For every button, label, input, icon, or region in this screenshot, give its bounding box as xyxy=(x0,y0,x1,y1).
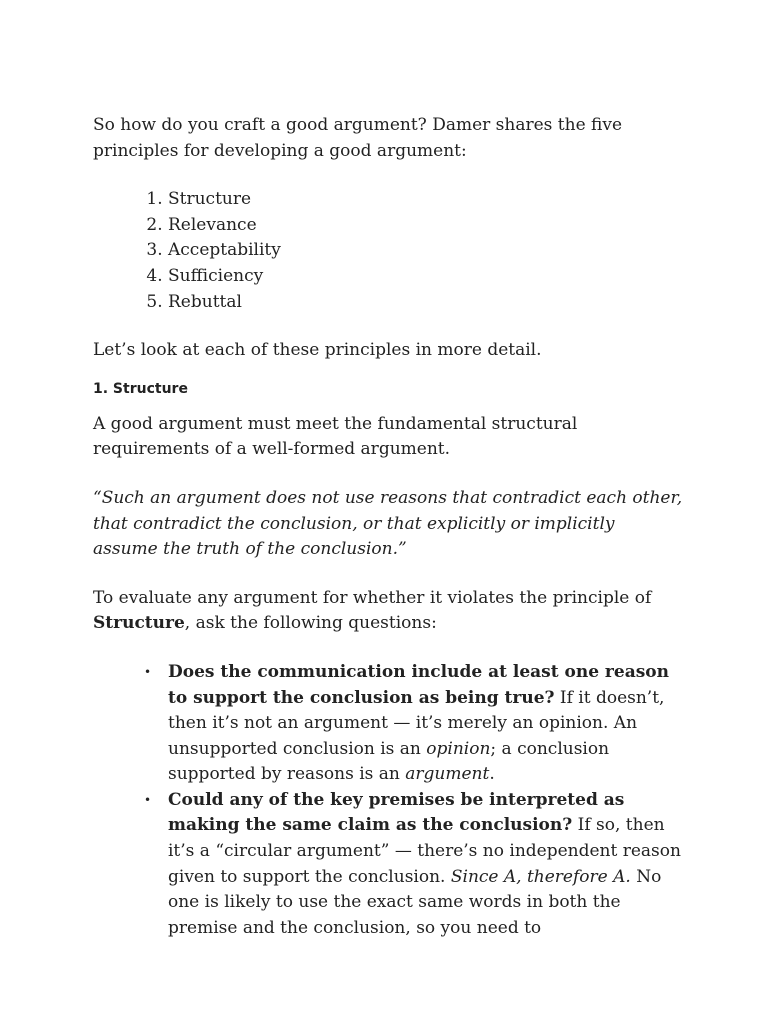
evaluate-suffix: , ask the following questions: xyxy=(184,613,437,634)
evaluate-paragraph xyxy=(93,586,683,637)
question-italic: opinion xyxy=(426,738,491,759)
questions-list xyxy=(93,660,683,942)
transition-paragraph: Let’s look at each of these principles in more detail. xyxy=(93,340,542,361)
question-bold: Does the communication include at least one reason to support the conclusion as being true? xyxy=(168,661,669,708)
evaluate-bold-term: Structure xyxy=(93,613,185,634)
section-heading-structure: 1. Structure xyxy=(93,380,188,397)
principle-item: 5. Rebuttal xyxy=(168,290,683,316)
article-body xyxy=(93,113,683,941)
question-item xyxy=(168,660,683,788)
principles-list xyxy=(93,187,683,315)
question-item xyxy=(168,788,683,942)
question-text: . xyxy=(489,764,495,785)
question-bold: Could any of the key premises be interpreted as making the same claim as the conclusion? xyxy=(168,789,625,836)
question-text: If it doesn’t, then it’s not an argument — it’s merely an opinion. An unsupported conclusion is an xyxy=(168,687,665,759)
intro-paragraph: So how do you craft a good argument? Damer shares the five principles for developing a good argument: xyxy=(93,115,623,161)
principle-item: 4. Sufficiency xyxy=(168,264,683,290)
evaluate-prefix: To evaluate any argument for whether it violates the principle of xyxy=(93,587,652,608)
principle-item: 3. Acceptability xyxy=(168,238,683,264)
principle-item: 1. Structure xyxy=(168,187,683,213)
block-quote: “Such an argument does not use reasons that contradict each other, that contradict the conclusion, or that explicitly or implicitly assume the truth of the conclusion.” xyxy=(93,487,683,560)
principle-item: 2. Relevance xyxy=(168,213,683,239)
question-text: ; a conclusion supported by reasons is an xyxy=(168,738,610,785)
question-text: No one is likely to use the exact same words in both the premise and the conclusion, so you need to xyxy=(168,866,662,938)
question-text: If so, then it’s a “circular argument” — there’s no independent reason given to support the conclusion. xyxy=(168,815,681,887)
definition-paragraph: A good argument must meet the fundamental structural requirements of a well-formed argument. xyxy=(93,413,578,460)
question-italic: Since A, therefore A. xyxy=(450,866,631,887)
question-italic: argument xyxy=(405,764,490,785)
